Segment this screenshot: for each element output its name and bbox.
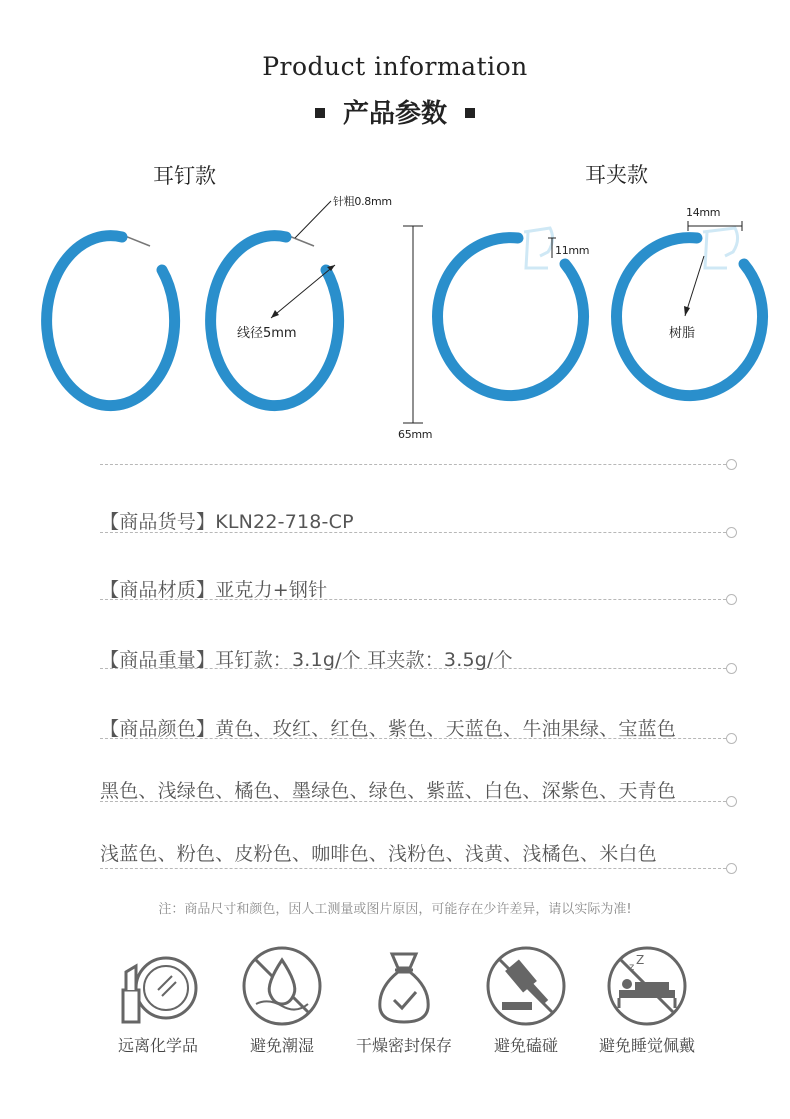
- diameter-label: 65mm: [398, 428, 433, 441]
- earring-diagram: [0, 190, 790, 450]
- square-bullet-right: [465, 108, 475, 118]
- care-label-sleep: 避免睡觉佩戴: [598, 1036, 695, 1055]
- divider-dot: [726, 863, 737, 874]
- pin-thickness-label: 针粗0.8mm: [333, 195, 392, 208]
- divider: [100, 599, 726, 600]
- wire-diameter-label: 线径5mm: [237, 326, 297, 341]
- disclaimer-note: 注：商品尺寸和颜色，因人工测量或图片原因，可能存在少许差异，请以实际为准!: [158, 902, 632, 917]
- stud-style-label: 耳钉款: [153, 164, 216, 188]
- cosmetics-icon: [118, 944, 202, 1028]
- water-drop-icon: [240, 944, 324, 1028]
- divider: [100, 738, 726, 739]
- spec-material: 【商品材质】亚克力+钢针: [100, 579, 328, 601]
- clip-height-label: 11mm: [555, 244, 590, 257]
- stud-hoop-left: [47, 236, 175, 406]
- care-label-chemicals: 远离化学品: [117, 1036, 198, 1055]
- spec-item-number: 【商品货号】KLN22-718-CP: [100, 511, 354, 533]
- divider-dot: [726, 796, 737, 807]
- divider-dot: [726, 527, 737, 538]
- divider: [100, 668, 726, 669]
- svg-text:z: z: [629, 962, 635, 973]
- spec-colors-line-3: 浅蓝色、粉色、皮粉色、咖啡色、浅粉色、浅黄、浅橘色、米白色: [100, 843, 657, 865]
- hammer-icon: [484, 944, 568, 1028]
- divider: [100, 868, 726, 869]
- title-english: Product information: [262, 52, 528, 81]
- care-label-moisture: 避免潮湿: [249, 1036, 314, 1055]
- title-chinese-text: 产品参数: [342, 99, 447, 129]
- divider-dot: [726, 733, 737, 744]
- divider: [100, 464, 726, 465]
- diameter-marker: [403, 226, 423, 423]
- sealed-bag-icon: [362, 944, 446, 1028]
- care-label-sealed: 干燥密封保存: [355, 1036, 452, 1055]
- divider: [100, 801, 726, 802]
- clip-width-label: 14mm: [686, 206, 721, 219]
- sleep-icon: [605, 944, 689, 1028]
- care-label-impact: 避免磕碰: [493, 1036, 558, 1055]
- divider-dot: [726, 663, 737, 674]
- spec-weight: 【商品重量】耳钉款：3.1g/个 耳夹款：3.5g/个: [100, 649, 513, 671]
- clip-hoop-right: [617, 221, 763, 396]
- stud-hoop-right: [211, 201, 339, 406]
- resin-label: 树脂: [669, 326, 696, 341]
- divider: [100, 532, 726, 533]
- clip-style-label: 耳夹款: [585, 163, 648, 187]
- title-chinese: [0, 93, 790, 130]
- divider-dot: [726, 459, 737, 470]
- square-bullet-left: [315, 108, 325, 118]
- spec-colors-line-1: 【商品颜色】黄色、玫红、红色、紫色、天蓝色、牛油果绿、宝蓝色: [100, 718, 677, 740]
- spec-colors-line-2: 黑色、浅绿色、橘色、墨绿色、绿色、紫蓝、白色、深紫色、天青色: [100, 780, 677, 802]
- svg-text:Z: Z: [636, 953, 645, 967]
- divider-dot: [726, 594, 737, 605]
